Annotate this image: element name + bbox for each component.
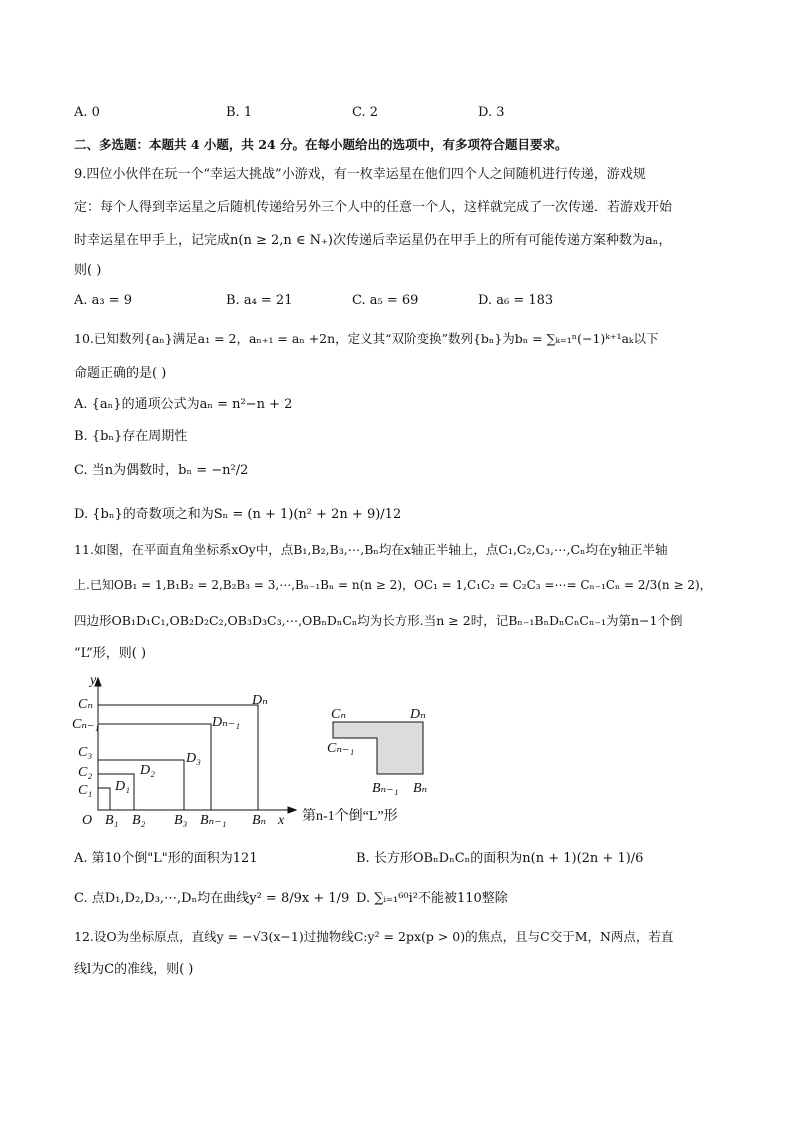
q10-line: 10.已知数列{aₙ}满足a₁ = 2，aₙ₊₁ = aₙ +2n，定义其“双阶变换”数列{bₙ}为bₙ = ∑ₖ₌₁ⁿ(−1)ᵏ⁺¹aₖ以下: [74, 331, 659, 346]
label-b1: B₁: [105, 813, 119, 828]
q11-option-d: D. ∑ᵢ₌₁⁶⁰i²不能被110整除: [356, 891, 508, 906]
label-bn: Bₙ: [252, 813, 267, 828]
q9-line: 则( ): [74, 263, 102, 278]
label-b2: B₂: [132, 813, 146, 828]
q9-line: 9.四位小伙伴在玩一个“幸运大挑战”小游戏，有一枚幸运星在他们四个人之间随机进行传递，游戏规: [74, 167, 646, 182]
l-label-bn-1: Bₙ₋₁: [372, 781, 399, 796]
label-d2: D₂: [140, 763, 155, 778]
label-x: x: [278, 813, 285, 828]
label-y: y: [90, 673, 97, 688]
l-label-cn: Cₙ: [331, 707, 347, 722]
q9-option-d: D. a₆ = 183: [478, 293, 554, 308]
label-bn-1: Bₙ₋₁: [200, 813, 227, 828]
q9-option-c: C. a₅ = 69: [352, 293, 419, 308]
q11-line: 四边形OB₁D₁C₁,OB₂D₂C₂,OB₃D₃C₃,⋯,OBₙDₙCₙ均为长方形.当n ≥ 2时，记Bₙ₋₁BₙDₙCₙCₙ₋₁为第n−1个倒: [74, 613, 683, 628]
label-dn-1: Dₙ₋₁: [212, 715, 241, 730]
q8-option-a: A. 0: [74, 105, 100, 120]
q12-line: 12.设O为坐标原点，直线y = −√3(x−1)过抛物线C:y² = 2px(p > 0)的焦点，且与C交于M，N两点，若直: [74, 929, 674, 944]
q8-option-b: B. 1: [226, 105, 253, 120]
q10-option-a: A. {aₙ}的通项公式为aₙ = n²−n + 2: [74, 397, 293, 412]
q9-option-a: A. a₃ = 9: [74, 293, 133, 308]
q11-option-a: A. 第10个倒"L"形的面积为121: [74, 851, 258, 866]
q10-line: 命题正确的是( ): [74, 366, 167, 381]
q10-option-d: D. {bₙ}的奇数项之和为Sₙ = (n + 1)(n² + 2n + 9)/12: [74, 507, 402, 522]
l-shape-figure: [70, 670, 470, 830]
q9-line: 时幸运星在甲手上，记完成n(n ≥ 2,n ∈ N₊)次传递后幸运星仍在甲手上的所有可能传递方案种数为aₙ，: [74, 233, 672, 248]
label-cn-1: Cₙ₋₁: [72, 717, 100, 732]
label-c3: C₃: [78, 745, 93, 760]
label-o: O: [82, 813, 93, 828]
l-label-dn: Dₙ: [410, 707, 426, 722]
label-c2: C₂: [78, 765, 93, 780]
l-label-bn: Bₙ: [413, 781, 428, 796]
label-d3: D₃: [186, 751, 201, 766]
q11-line: “L”形，则( ): [74, 646, 147, 661]
q10-option-c: C. 当n为偶数时，bₙ = −n²/2: [74, 463, 249, 478]
q11-option-c: C. 点D₁,D₂,D₃,⋯,Dₙ均在曲线y² = 8/9x + 1/9: [74, 891, 350, 906]
label-c1: C₁: [78, 783, 93, 798]
label-cn: Cₙ: [78, 697, 94, 712]
section-heading: 二、多选题：本题共 4 小题，共 24 分。在每小题给出的选项中，有多项符合题目要求。: [74, 137, 568, 152]
q8-option-d: D. 3: [478, 105, 505, 120]
q11-option-b: B. 长方形OBₙDₙCₙ的面积为n(n + 1)(2n + 1)/6: [356, 851, 644, 866]
label-dn: Dₙ: [252, 693, 268, 708]
label-d1: D₁: [115, 779, 130, 794]
rect-1: [98, 788, 110, 810]
figure-caption: 第n-1个倒“L”形: [302, 809, 398, 824]
q9-line: 定：每个人得到幸运星之后随机传递给另外三个人中的任意一个人，这样就完成了一次传递．若游戏开始: [74, 200, 673, 215]
q9-option-b: B. a₄ = 21: [226, 293, 293, 308]
l-label-cn-1: Cₙ₋₁: [327, 741, 355, 756]
q8-option-c: C. 2: [352, 105, 379, 120]
q12-line: 线l为C的准线，则( ): [74, 962, 194, 977]
x-arrow: [288, 807, 296, 813]
label-b3: B₃: [174, 813, 188, 828]
q10-option-b: B. {bₙ}存在周期性: [74, 429, 188, 444]
q11-line: 上.已知OB₁ = 1,B₁B₂ = 2,B₂B₃ = 3,⋯,Bₙ₋₁Bₙ = n(n ≥ 2)，OC₁ = 1,C₁C₂ = C₂C₃ =⋯= Cₙ₋₁Cₙ = 2/3(n ≥ 2)，: [74, 578, 712, 592]
q11-line: 11.如图，在平面直角坐标系xOy中，点B₁,B₂,B₃,⋯,Bₙ均在x轴正半轴上，点C₁,C₂,C₃,⋯,Cₙ均在y轴正半轴: [74, 542, 668, 557]
